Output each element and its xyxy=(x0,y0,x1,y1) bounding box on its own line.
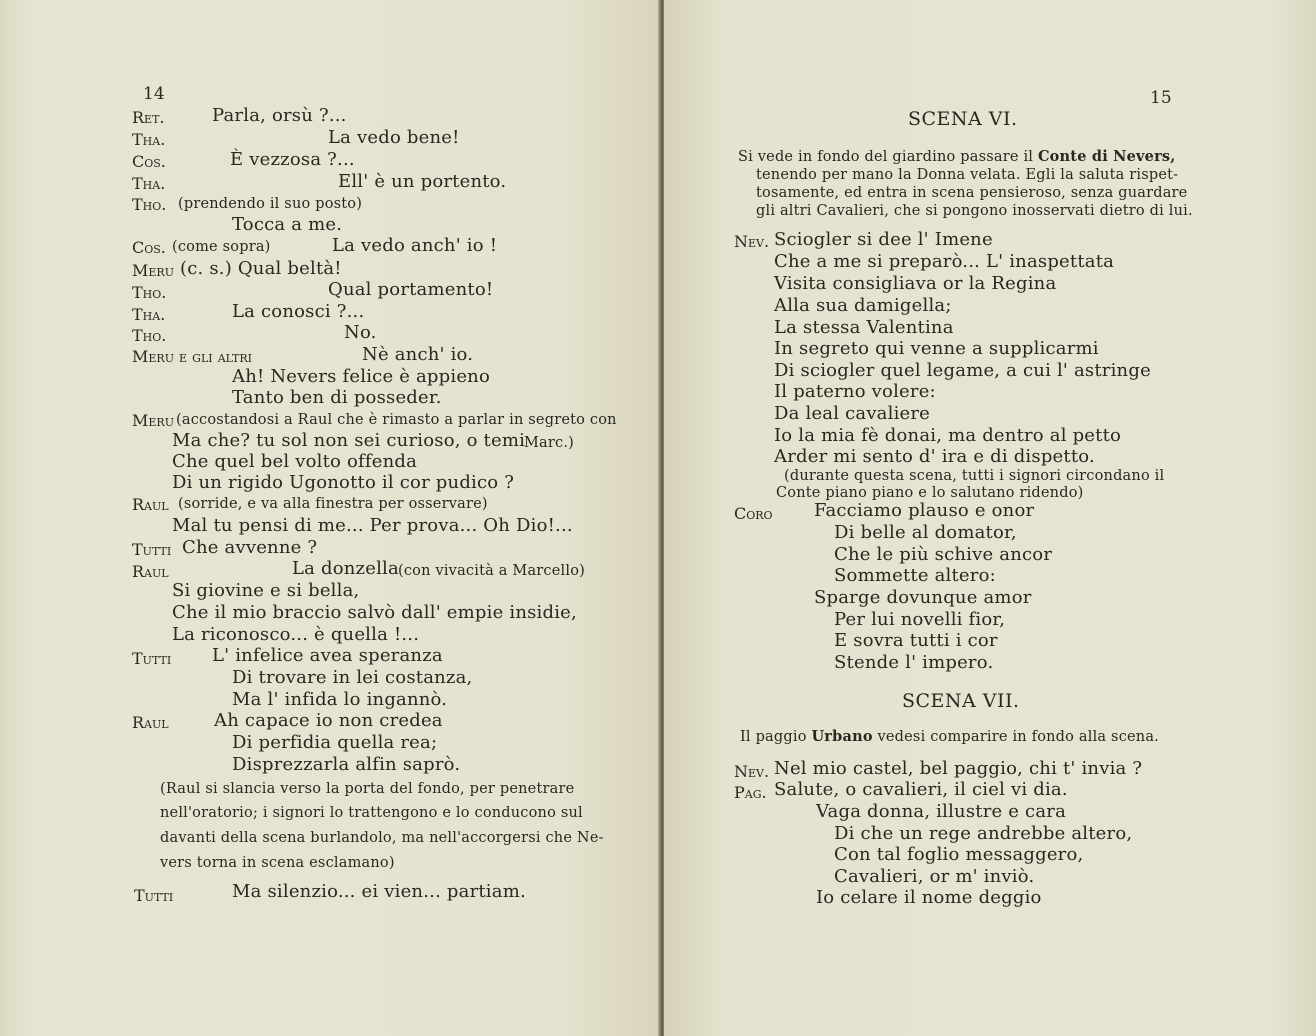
right-page xyxy=(664,0,1316,1036)
verse-line: Io celare il nome deggio xyxy=(816,887,1042,908)
verse-line: Arder mi sento d' ira e di dispetto. xyxy=(774,446,1095,467)
verse-line: Qual portamento! xyxy=(328,279,494,300)
verse-line: Di un rigido Ugonotto il cor pudico ? xyxy=(172,472,515,493)
verse-line: Per lui novelli fior, xyxy=(834,609,1006,630)
stage-text: Si vede in fondo del giardino passare il xyxy=(738,149,1034,165)
verse-line: Da leal cavaliere xyxy=(774,403,931,424)
page-number: 14 xyxy=(143,84,165,104)
verse-line: No. xyxy=(344,322,377,343)
verse-line: Sparge dovunque amor xyxy=(814,587,1032,608)
verse-line: Sommette altero: xyxy=(834,565,996,586)
stage-direction: nell'oratorio; i signori lo trattengono e lo conducono sul xyxy=(160,805,583,821)
stage-direction: (prendendo il suo posto) xyxy=(178,196,363,212)
verse-line: Ma che? tu sol non sei curioso, o temi xyxy=(172,430,526,451)
verse-line: In segreto qui venne a supplicarmi xyxy=(774,338,1099,359)
verse-line: L' infelice avea speranza xyxy=(212,645,443,666)
verse-line: Cavalieri, or m' inviò. xyxy=(834,866,1035,887)
speaker: Ret. xyxy=(132,108,165,127)
verse-line: Ell' è un portento. xyxy=(338,171,507,192)
stage-direction: (come sopra) xyxy=(172,239,271,255)
stage-direction: (durante questa scena, tutti i signori circondano il xyxy=(784,468,1165,484)
speaker: Tha. xyxy=(132,174,166,193)
scene-heading: SCENA VII. xyxy=(902,690,1020,712)
speaker: Tutti xyxy=(132,540,172,559)
verse-line: La donzella xyxy=(292,558,399,579)
stage-direction xyxy=(740,726,1159,748)
page-number: 15 xyxy=(1150,88,1172,108)
verse-line: Nè anch' io. xyxy=(362,344,474,365)
verse-line: Ah capace io non credea xyxy=(214,710,443,731)
verse-line: Tanto ben di posseder. xyxy=(232,387,442,408)
verse-line: Di belle al domator, xyxy=(834,522,1017,543)
stage-direction: tosamente, ed entra in scena pensieroso, senza guardare xyxy=(756,185,1188,201)
stage-direction: davanti della scena burlandolo, ma nell'accorgersi che Ne- xyxy=(160,830,604,846)
stage-text: Il paggio xyxy=(740,729,807,745)
verse-line: Che avvenne ? xyxy=(182,537,318,558)
verse-line: Ah! Nevers felice è appieno xyxy=(232,366,491,387)
verse-line: La conosci ?... xyxy=(232,301,365,322)
verse-line: Sciogler si dee l' Imene xyxy=(774,229,993,250)
verse-line: Alla sua damigella; xyxy=(774,295,952,316)
speaker: Raul xyxy=(132,562,169,581)
verse-line: Facciamo plauso e onor xyxy=(814,500,1035,521)
verse-line: Io la mia fè donai, ma dentro al petto xyxy=(774,425,1122,446)
speaker: Tho. xyxy=(132,326,167,345)
verse-line: Ma l' infida lo ingannò. xyxy=(232,689,448,710)
character-name: Conte di Nevers, xyxy=(1037,148,1176,165)
scene-heading: SCENA VI. xyxy=(908,108,1018,130)
verse-line: Tocca a me. xyxy=(232,214,343,235)
stage-direction: tenendo per mano la Donna velata. Egli la saluta rispet- xyxy=(756,167,1179,183)
verse-line: La riconosco... è quella !... xyxy=(172,624,420,645)
verse-line: Disprezzarla alfin saprò. xyxy=(232,754,461,775)
verse-line: La stessa Valentina xyxy=(774,317,954,338)
verse-line: Con tal foglio messaggero, xyxy=(834,844,1084,865)
verse-line: Visita consigliava or la Regina xyxy=(774,273,1057,294)
character-name: Urbano xyxy=(811,728,873,745)
verse-line: E sovra tutti i cor xyxy=(834,630,998,651)
verse-line: Di perfidia quella rea; xyxy=(232,732,438,753)
speaker: Tutti xyxy=(134,886,174,905)
speaker: Cos. xyxy=(132,238,166,257)
speaker: Tho. xyxy=(132,283,167,302)
verse-line: La vedo anch' io ! xyxy=(332,235,498,256)
verse-line: (c. s.) Qual beltà! xyxy=(180,258,342,279)
verse-line: Ma silenzio... ei vien... partiam. xyxy=(232,881,526,902)
speaker: Nev. xyxy=(734,232,770,251)
stage-direction: vers torna in scena esclamano) xyxy=(160,855,395,871)
verse-line: Di che un rege andrebbe altero, xyxy=(834,823,1133,844)
verse-line: Di trovare in lei costanza, xyxy=(232,667,473,688)
speaker: Meru xyxy=(132,261,174,280)
verse-line: Che quel bel volto offenda xyxy=(172,451,418,472)
stage-direction: (accostandosi a Raul che è rimasto a parlar in segreto con xyxy=(176,412,617,428)
stage-direction: Conte piano piano e lo salutano ridendo) xyxy=(776,485,1084,501)
verse-line: Si giovine e si bella, xyxy=(172,580,360,601)
speaker: Coro xyxy=(734,504,773,523)
verse-line: La vedo bene! xyxy=(328,127,460,148)
verse-line: Vaga donna, illustre e cara xyxy=(816,801,1067,822)
stage-direction: Marc.) xyxy=(524,435,575,451)
speaker: Nev. xyxy=(734,762,770,781)
verse-line: Che il mio braccio salvò dall' empie insidie, xyxy=(172,602,577,623)
speaker: Raul xyxy=(132,495,169,514)
speaker: Tha. xyxy=(132,130,166,149)
verse-line: Che le più schive ancor xyxy=(834,544,1053,565)
stage-direction: (con vivacità a Marcello) xyxy=(398,563,586,579)
speaker: Raul xyxy=(132,713,169,732)
verse-line: È vezzosa ?... xyxy=(230,149,355,170)
verse-line: Mal tu pensi di me... Per prova... Oh Dio!... xyxy=(172,515,573,536)
speaker: Tutti xyxy=(132,649,172,668)
verse-line: Di sciogler quel legame, a cui l' astringe xyxy=(774,360,1151,381)
speaker: Cos. xyxy=(132,152,166,171)
verse-line: Nel mio castel, bel paggio, chi t' invia ? xyxy=(774,758,1143,779)
speaker: Tho. xyxy=(132,195,167,214)
verse-line: Stende l' impero. xyxy=(834,652,994,673)
verse-line: Salute, o cavalieri, il ciel vi dia. xyxy=(774,779,1068,800)
stage-text: vedesi comparire in fondo alla scena. xyxy=(877,729,1159,745)
stage-direction: (Raul si slancia verso la porta del fondo, per penetrare xyxy=(160,781,575,797)
speaker: Pag. xyxy=(734,783,767,802)
speaker: Meru e gli altri xyxy=(132,347,253,366)
speaker: Meru xyxy=(132,411,174,430)
verse-line: Il paterno volere: xyxy=(774,381,936,402)
verse-line: Che a me si preparò... L' inaspettata xyxy=(774,251,1115,272)
verse-line: Parla, orsù ?... xyxy=(212,105,347,126)
stage-direction: (sorride, e va alla finestra per osservare) xyxy=(178,496,488,512)
stage-direction: gli altri Cavalieri, che si pongono inosservati dietro di lui. xyxy=(756,203,1193,219)
speaker: Tha. xyxy=(132,305,166,324)
